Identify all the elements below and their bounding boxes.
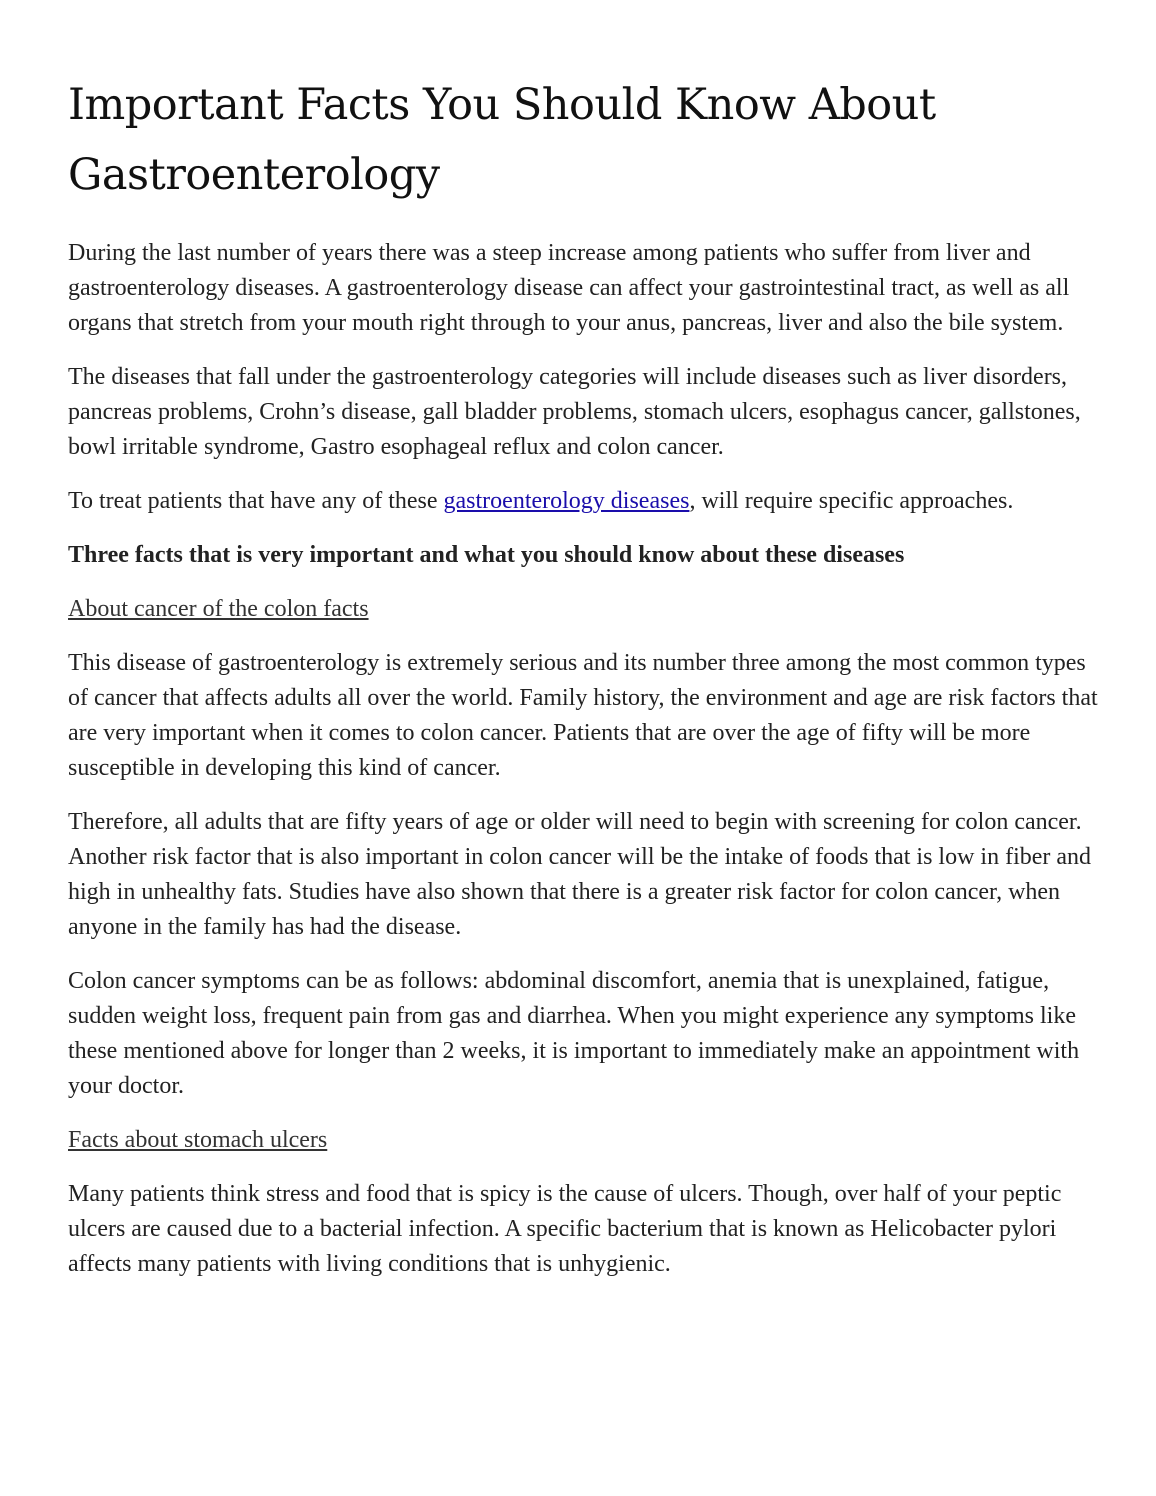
- stomach-ulcers-heading: Facts about stomach ulcers: [68, 1127, 328, 1153]
- intro-paragraph: During the last number of years there was a steep increase among patients who suffer from liver and gastroenterology diseases. A gastroenterology disease can affect your gastrointestinal tract, as well as all organs that stretch from your mouth right through to your anus, pancreas, liver and also the bile system.: [68, 240, 1070, 336]
- symptoms-paragraph: Colon cancer symptoms can be as follows: abdominal discomfort, anemia that is unexplained, fatigue, sudden weight loss, frequent pain from gas and diarrhea. When you might experience any symptoms like these mentioned above for longer than 2 weeks, it is important to immediately make an appointment with your doctor.: [68, 968, 1080, 1099]
- screening-paragraph: Therefore, all adults that are fifty years of age or older will need to begin with screening for colon cancer. Another risk factor that is also important in colon cancer will be the intake of foods that is low in fiber and high in unhealthy fats. Studies have also shown that there is a greater risk factor for colon cancer, when anyone in the family has had the disease.: [68, 809, 1092, 940]
- colon-cancer-paragraph: This disease of gastroenterology is extremely serious and its number three among the most common types of cancer that affects adults all over the world. Family history, the environment and age are risk factors that are very important when it comes to colon cancer. Patients that are over the age of fifty will be more susceptible in developing this kind of cancer.: [68, 650, 1098, 781]
- treatment-paragraph: [68, 484, 1098, 519]
- facts-heading: Three facts that is very important and what you should know about these diseases: [68, 542, 905, 568]
- colon-cancer-heading: About cancer of the colon facts: [68, 596, 369, 622]
- treatment-text-before: To treat patients that have any of these: [68, 488, 444, 514]
- ulcers-paragraph: Many patients think stress and food that is spicy is the cause of ulcers. Though, over half of your peptic ulcers are caused due to a bacterial infection. A specific bacterium that is known as Helicobacter pylori affects many patients with living conditions that is unhygienic.: [68, 1181, 1062, 1277]
- diseases-list-paragraph: The diseases that fall under the gastroenterology categories will include diseases such as liver disorders, pancreas problems, Crohn’s disease, gall bladder problems, stomach ulcers, esophagus cancer, gallstones, bowl irritable syndrome, Gastro esophageal reflux and colon cancer.: [68, 364, 1081, 460]
- article-title: Important Facts You Should Know About Gastroenterology: [68, 80, 936, 200]
- treatment-text-after: , will require specific approaches.: [689, 488, 1014, 514]
- gastroenterology-diseases-link[interactable]: gastroenterology diseases: [443, 488, 690, 514]
- article: [68, 70, 1098, 1301]
